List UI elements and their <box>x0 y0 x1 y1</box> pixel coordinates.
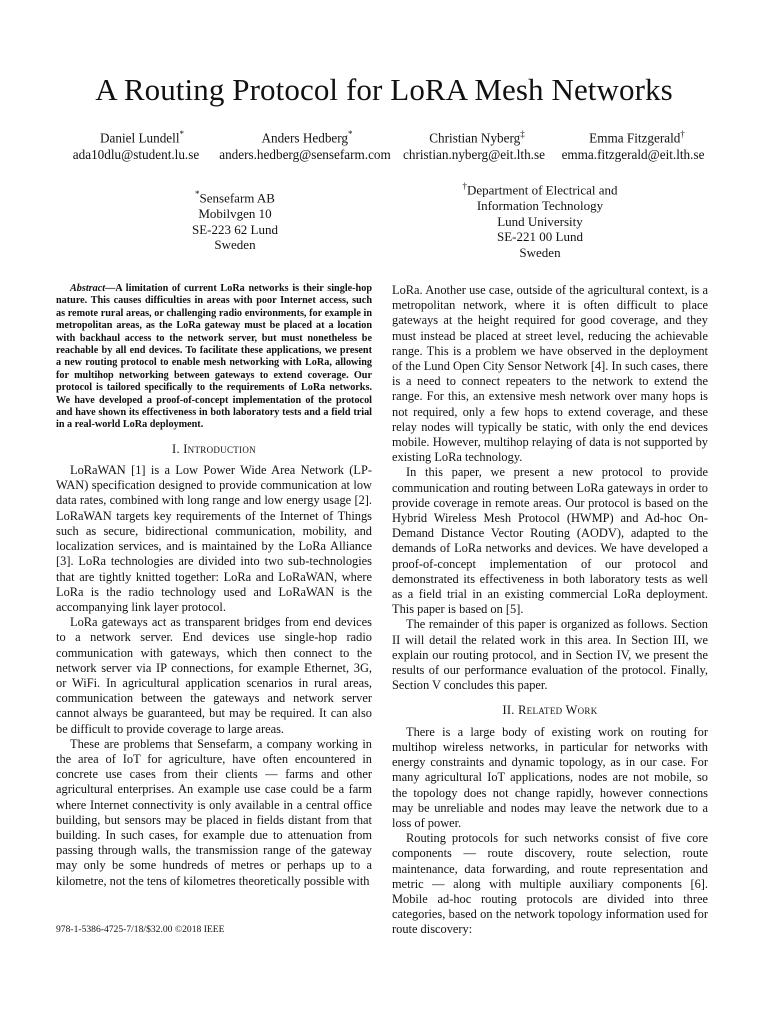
affil-line: SE-221 00 Lund <box>497 229 583 245</box>
author-name: Emma Fitzgerald <box>589 130 681 146</box>
author-2 <box>232 126 382 146</box>
affil-line: Department of Electrical and <box>466 182 618 198</box>
author-name: Christian Nyberg <box>429 130 521 146</box>
affil-line: Mobilvgen 10 <box>198 205 272 221</box>
paragraph: LoRa. Another use case, outside of the agricultural context, is a metropolitan network, where it is often difficult to place gateways at the height required for good coverage, and they must instead be placed at street level, reducing the achievable range. This is a problem we have observed in the deployment of the Lund Open City Sensor Network [4]. In such cases, there is a need to connect repeaters to the network to extend the range. For this, an extensive mesh network over many hops is not required, only a few hops to extend coverage, and these relay nodes will typically be static, with only the end devices mobile. However, multihop relaying of data is not supported by existing LoRa technology. <box>392 283 708 465</box>
affil-line: SE-223 62 Lund <box>192 221 278 237</box>
paragraph: There is a large body of existing work on routing for multihop wireless networks, in particular for networks with energy constraints and dynamic topology, as in our case. For many agricultural IoT applications, nodes are not mobile, so the topology does not change rapidly, however connections may be unreliable and nodes may leave the network due to a loss of power. <box>392 724 708 830</box>
author-1 <box>72 126 212 146</box>
author-mark: * <box>179 129 184 139</box>
section-heading-related-work: II. Related Work <box>502 703 598 718</box>
author-4-email: emma.fitzgerald@eit.lth.se <box>561 147 705 162</box>
affil-line: Sweden <box>214 237 256 253</box>
author-name: Daniel Lundell <box>100 130 180 146</box>
author-3-email: christian.nyberg@eit.lth.se <box>403 147 545 162</box>
author-3 <box>402 126 552 146</box>
affiliation-sensefarm <box>150 187 320 253</box>
paragraph: The remainder of this paper is organized as follows. Section II will detail the related work in this area. In Section III, we explain our routing protocol, and in Section IV, we present the results of our performance evaluation of the protocol. Finally, Section V concludes this paper. <box>392 617 708 693</box>
abstract-text: —A limitation of current LoRa networks is their single-hop nature. This causes difficulties in areas with poor Internet access, such as remote rural areas, or challenging radio environments, for example in metropolitan areas, as the LoRa gateway must be placed at a location with backhaul access to the network server, but must nonetheless be reachable by all end devices. To facilitate these applications, we present a new routing protocol to enable mesh networking with LoRa, allowing for multihop networking between gateways to extend coverage. Our protocol is tailored specifically to the requirements of LoRa networks. We have developed a proof-of-concept implementation of the protocol and have shown its effectiveness in both laboratory tests and a field trial in a real-world LoRa deployment. <box>56 283 372 431</box>
author-mark: ‡ <box>520 129 525 139</box>
left-column <box>56 283 372 889</box>
affil-mark: † <box>462 181 467 191</box>
paragraph: LoRaWAN [1] is a Low Power Wide Area Network (LP-WAN) specification designed to provide communication at low data rates, combined with long range and low energy usage [2]. LoRaWAN targets key requirements of the Internet of Things such as secure, bidirectional communication, mobility, and localization services, and is maintained by the LoRa Alliance [3]. LoRa technologies are divided into two sub-technologies that are tightly knitted together: LoRa and LoRaWAN, where LoRa is the radio technology used and LoRaWAN is the accompanying link layer protocol. <box>56 463 372 614</box>
abstract-label: Abstract <box>70 283 106 294</box>
author-4 <box>562 126 712 146</box>
affiliation-lund-university <box>440 179 640 260</box>
affil-line: Information Technology <box>476 197 604 213</box>
paragraph: In this paper, we present a new protocol to provide communication and routing between LoRa gateways in order to provide coverage in remote areas. Our protocol is based on the Hybrid Wireless Mesh Protocol (HWMP) and Ad-hoc On-Demand Distance Vector Routing (AODV), adapted to the demands of LoRa networks and devices. We have developed a proof-of-concept implementation of our protocol and demonstrated its effectiveness in both laboratory tests as well as a field trial in an existing commercial LoRa deployment. This paper is based on [5]. <box>392 465 708 617</box>
affil-line: Sensefarm AB <box>199 190 275 206</box>
section-heading-introduction: I. Introduction <box>172 441 256 456</box>
paragraph: Routing protocols for such networks consist of five core components — route discovery, route selection, route maintenance, data forwarding, and route representation and metric — along with multiple auxiliary components [6]. Mobile ad-hoc routing protocols are divided into three categories, based on the network topology information used for route discovery: <box>392 831 708 937</box>
paper-title: A Routing Protocol for LoRA Mesh Networks <box>95 72 673 107</box>
right-column <box>392 283 708 938</box>
affil-mark: * <box>195 189 200 199</box>
affil-line: Lund University <box>497 213 583 229</box>
author-mark: † <box>680 129 685 139</box>
author-2-email: anders.hedberg@sensefarm.com <box>219 147 391 162</box>
author-name: Anders Hedberg <box>261 130 349 146</box>
paragraph: These are problems that Sensefarm, a company working in the area of IoT for agriculture, have often encountered in concrete use cases from their clients — farms and other agricultural enterprises. An example use case could be a farm where Internet connectivity is only available in a central office building, but sensors may be placed in fields distant from that building. In such cases, for example due to attenuation from passing through walls, the transmission range of the gateway may only be some hundreds of metres or perhaps up to a kilometre, not the tens of kilometres theoretically possible with <box>56 736 372 888</box>
author-mark: * <box>348 129 353 139</box>
copyright-footer: 978-1-5386-4725-7/18/$32.00 ©2018 IEEE <box>56 924 225 935</box>
abstract <box>56 283 372 432</box>
affil-line: Sweden <box>519 244 561 260</box>
paragraph: LoRa gateways act as transparent bridges from end devices to a network server. End devices use single-hop radio communication with gateways, which then connect to the network server via IP connections, for example Ethernet, 3G, or WiFi. In agricultural application scenarios in rural areas, communication between the gateways and network server cannot always be guaranteed, but may be required. It can also be difficult to provide coverage to large areas. <box>56 615 372 736</box>
author-1-email: ada10dlu@student.lu.se <box>72 147 200 162</box>
